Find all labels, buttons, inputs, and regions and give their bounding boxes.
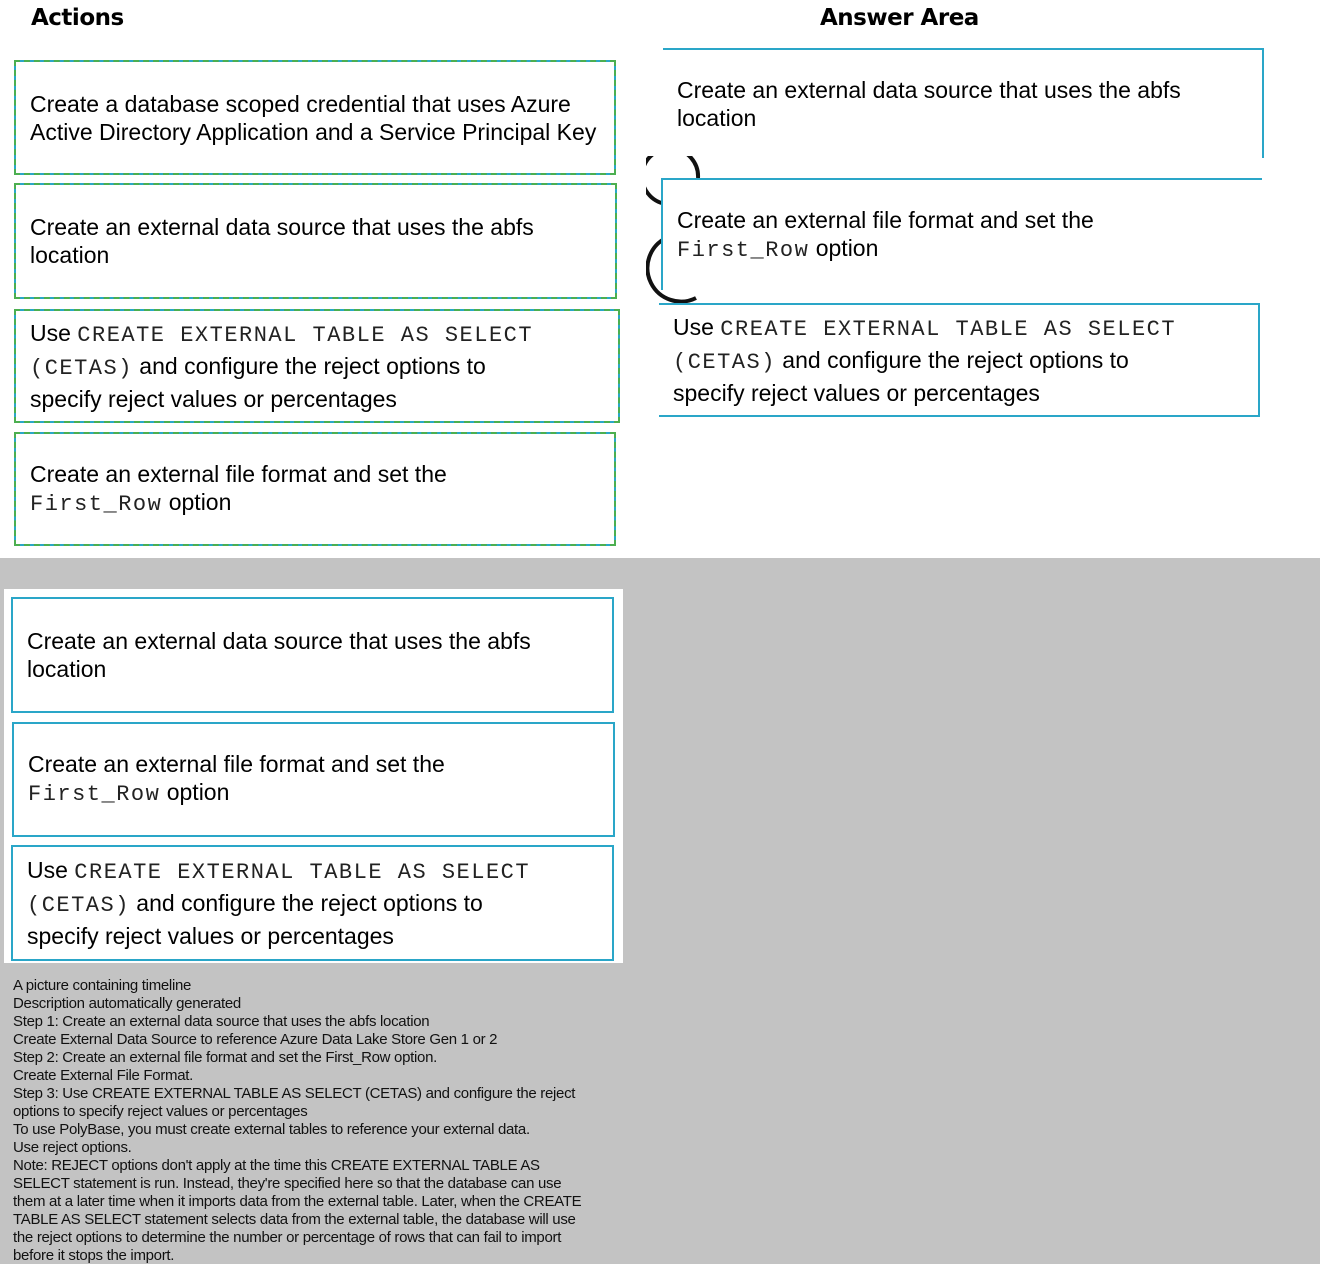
- explanation-line: To use PolyBase, you must create external tables to reference your external data.: [13, 1121, 530, 1138]
- explanation-line: Note: REJECT options don't apply at the time this CREATE EXTERNAL TABLE AS: [13, 1157, 540, 1174]
- answer-text: Create an external data source that uses the abfs: [677, 77, 1181, 103]
- code-text: (CETAS): [30, 356, 133, 381]
- action-text: Create a database scoped credential that uses Azure: [30, 90, 571, 117]
- action-text: Active Directory Application and a Service Principal Key: [30, 118, 597, 145]
- solution-text: specify reject values or percentages: [27, 923, 394, 949]
- code-text: CREATE EXTERNAL TABLE AS SELECT: [74, 860, 531, 885]
- explanation-line: TABLE AS SELECT statement selects data from the external table, the database will use: [13, 1211, 576, 1228]
- code-text: (CETAS): [673, 350, 776, 375]
- answer-slot-1[interactable]: [663, 48, 1264, 158]
- solution-text: and configure the reject options to: [129, 890, 483, 916]
- actions-heading: Actions: [31, 5, 124, 31]
- code-text: First_Row: [677, 237, 810, 263]
- solution-text: option: [160, 779, 230, 805]
- action-text: option: [162, 488, 232, 515]
- action-text: and configure the reject options to: [132, 353, 486, 379]
- action-text: Create an external file format and set the: [30, 460, 447, 487]
- action-item-credential[interactable]: [14, 60, 616, 175]
- answer-text: specify reject values or percentages: [673, 380, 1040, 406]
- explanation-line: A picture containing timeline: [13, 977, 192, 994]
- solution-step-3: [11, 845, 614, 961]
- solution-text: Create an external data source that uses the abfs: [27, 628, 531, 654]
- explanation-line: Step 1: Create an external data source that uses the abfs location: [13, 1013, 430, 1030]
- action-text: location: [30, 242, 110, 268]
- explanation-line: Step 2: Create an external file format and set the First_Row option.: [13, 1049, 437, 1066]
- action-item-file-format[interactable]: [14, 432, 616, 546]
- explanation-line: Create External Data Source to reference Azure Data Lake Store Gen 1 or 2: [13, 1031, 498, 1048]
- code-text: First_Row: [30, 491, 163, 517]
- answer-text: location: [677, 105, 757, 131]
- explanation-line: before it stops the import.: [13, 1247, 175, 1264]
- solution-image: [4, 589, 623, 963]
- drag-drop-question: [0, 0, 1320, 558]
- code-text: CREATE EXTERNAL TABLE AS SELECT: [77, 323, 534, 348]
- explanation-line: them at a later time when it imports data from the external table. Later, when the CREATE: [13, 1193, 582, 1210]
- code-text: CREATE EXTERNAL TABLE AS SELECT: [720, 317, 1177, 342]
- answer-text: Use: [673, 314, 721, 340]
- solution-text: Use: [27, 857, 75, 883]
- answer-text: and configure the reject options to: [775, 347, 1129, 373]
- explanation-line: Description automatically generated: [13, 995, 241, 1012]
- code-text: (CETAS): [27, 893, 130, 918]
- action-text: Create an external data source that uses the abfs: [30, 214, 534, 240]
- explanation-line: Create External File Format.: [13, 1067, 193, 1084]
- action-item-data-source[interactable]: [14, 183, 617, 299]
- answer-text: Create an external file format and set the: [677, 206, 1094, 233]
- answer-text: option: [809, 234, 879, 261]
- explanation-line: Use reject options.: [13, 1139, 132, 1156]
- answer-slot-2[interactable]: [661, 178, 1262, 290]
- explanation-line: SELECT statement is run. Instead, they're specified here so that the database can use: [13, 1175, 562, 1192]
- solution-text: Create an external file format and set the: [28, 751, 445, 777]
- action-item-cetas[interactable]: [14, 309, 620, 423]
- solution-step-1: [11, 597, 614, 713]
- explanation-line: the reject options to determine the number or percentage of rows that can fail to import: [13, 1229, 562, 1246]
- answer-area-heading: Answer Area: [820, 5, 979, 31]
- explanation-line: Step 3: Use CREATE EXTERNAL TABLE AS SELECT (CETAS) and configure the reject: [13, 1085, 576, 1102]
- action-text: specify reject values or percentages: [30, 386, 397, 412]
- answer-slot-3[interactable]: [659, 303, 1260, 417]
- solution-step-2: [12, 722, 615, 837]
- explanation-line: options to specify reject values or percentages: [13, 1103, 308, 1120]
- code-text: First_Row: [28, 782, 161, 807]
- solution-text: location: [27, 656, 107, 682]
- action-text: Use: [30, 320, 78, 346]
- explanation-text: [13, 977, 653, 1265]
